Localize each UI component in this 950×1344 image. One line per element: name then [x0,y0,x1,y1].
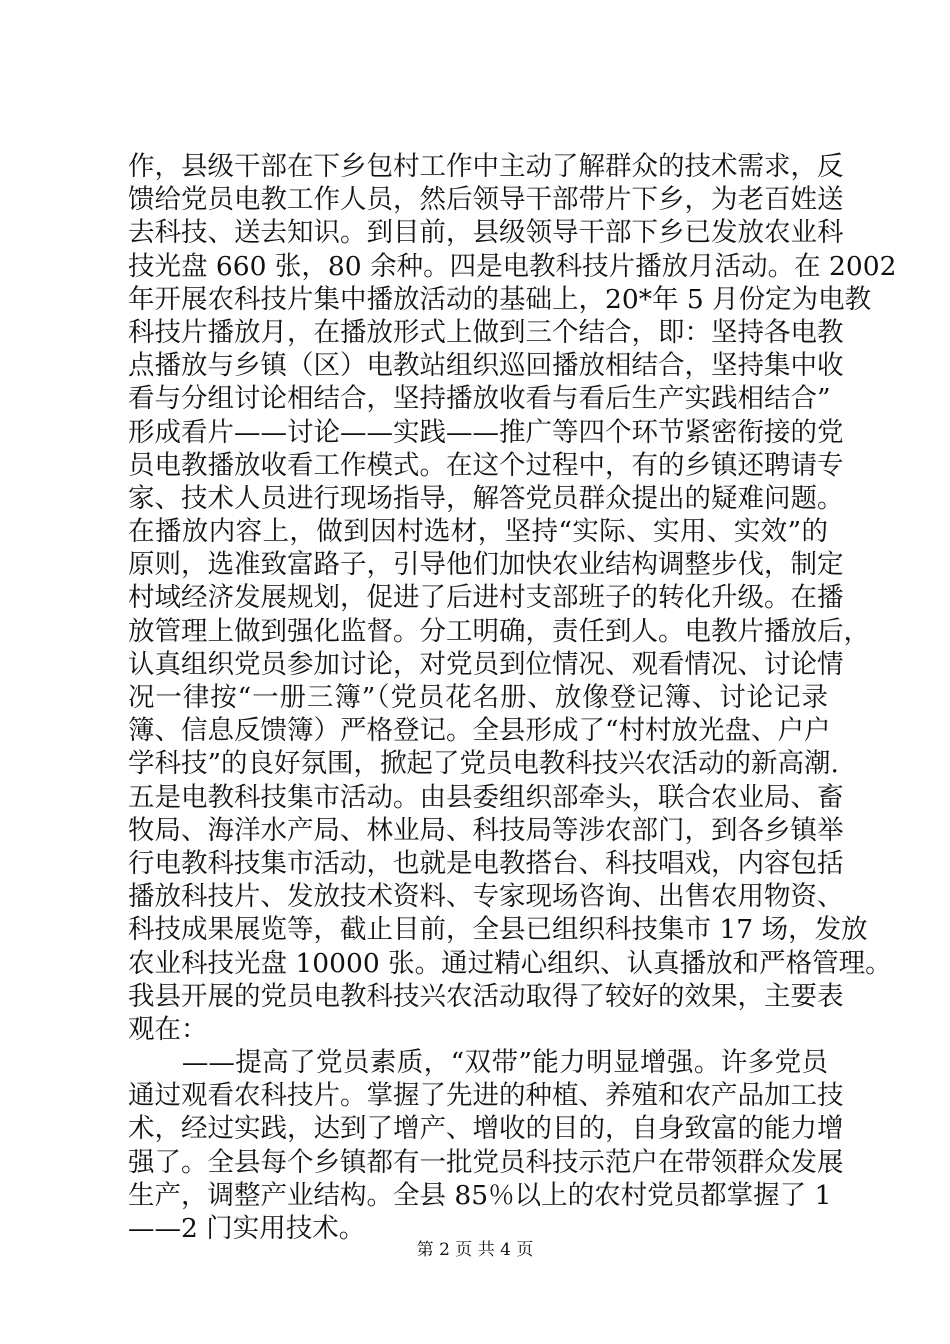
text-line: 技光盘 660 张，80 余种。四是电教科技片播放月活动。在 2002 [128,250,897,282]
text-line: 生产，调整产业结构。全县 85％以上的农村党员都掌握了 1 [128,1179,832,1211]
text-line: 村域经济发展规划，促进了后进村支部班子的转化升级。在播 [128,582,844,614]
body-text [128,150,897,1245]
text-line: 形成看片——讨论——实践——推广等四个环节紧密衔接的党 [128,416,844,448]
text-line: 员电教播放收看工作模式。在这个过程中，有的乡镇还聘请专 [128,449,844,481]
text-line: 去科技、送去知识。到目前，县级领导干部下乡已发放农业科 [128,217,844,249]
text-line: 农业科技光盘 10000 张。通过精心组织、认真播放和严格管理。 [128,947,892,979]
text-line: 馈给党员电教工作人员，然后领导干部带片下乡，为老百姓送 [128,184,844,216]
text-line: 术，经过实践，达到了增产、增收的目的，自身致富的能力增 [128,1113,844,1145]
text-line: 看与分组讨论相结合，坚持播放收看与看后生产实践相结合” [128,383,831,415]
text-line: 在播放内容上，做到因村选材，坚持“实际、实用、实效”的 [128,516,828,548]
text-line: ——2 门实用技术。 [128,1213,366,1244]
text-line: 五是电教科技集市活动。由县委组织部牵头，联合农业局、畜 [128,781,844,813]
text-line: 学科技”的良好氛围，掀起了党员电教科技兴农活动的新高潮. [128,748,839,780]
text-line: 行电教科技集市活动，也就是电教搭台、科技唱戏，内容包括 [128,847,844,879]
text-line: 原则，选准致富路子，引导他们加快农业结构调整步伐，制定 [128,549,844,581]
text-line: 我县开展的党员电教科技兴农活动取得了较好的效果，主要表 [128,980,844,1012]
text-line: ——提高了党员素质，“双带”能力明显增强。许多党员 [128,1047,828,1079]
text-line: 观在： [128,1013,208,1045]
text-line: 认真组织党员参加讨论，对党员到位情况、观看情况、讨论情 [128,648,844,680]
text-line: 科技片播放月，在播放形式上做到三个结合，即：坚持各电教 [128,316,844,348]
text-line: 况一律按“一册三簿”（党员花名册、放像登记簿、讨论记录 [128,682,828,713]
text-line: 通过观看农科技片。掌握了先进的种植、养殖和农产品加工技 [128,1080,844,1112]
text-line: 放管理上做到强化监督。分工明确，责任到人。电教片播放后， [128,615,870,647]
text-line: 家、技术人员进行现场指导，解答党员群众提出的疑难问题。 [128,482,844,514]
text-line: 作，县级干部在下乡包村工作中主动了解群众的技术需求，反 [128,151,844,182]
text-line: 强了。全县每个乡镇都有一批党员科技示范户在带领群众发展 [128,1146,844,1178]
text-line: 牧局、海洋水产局、林业局、科技局等涉农部门，到各乡镇举 [128,814,844,846]
page-footer: 第 2 页 共 4 页 [416,1240,534,1260]
text-line: 点播放与乡镇（区）电教站组织巡回播放相结合，坚持集中收 [128,350,844,382]
text-line: 播放科技片、发放技术资料、专家现场咨询、出售农用物资、 [128,881,844,913]
text-line: 簿、信息反馈簿）严格登记。全县形成了“村村放光盘、户户 [128,715,831,747]
text-line: 年开展农科技片集中播放活动的基础上，20*年 5 月份定为电教 [128,283,872,315]
text-line: 科技成果展览等，截止目前，全县已组织科技集市 17 场，发放 [128,914,868,946]
